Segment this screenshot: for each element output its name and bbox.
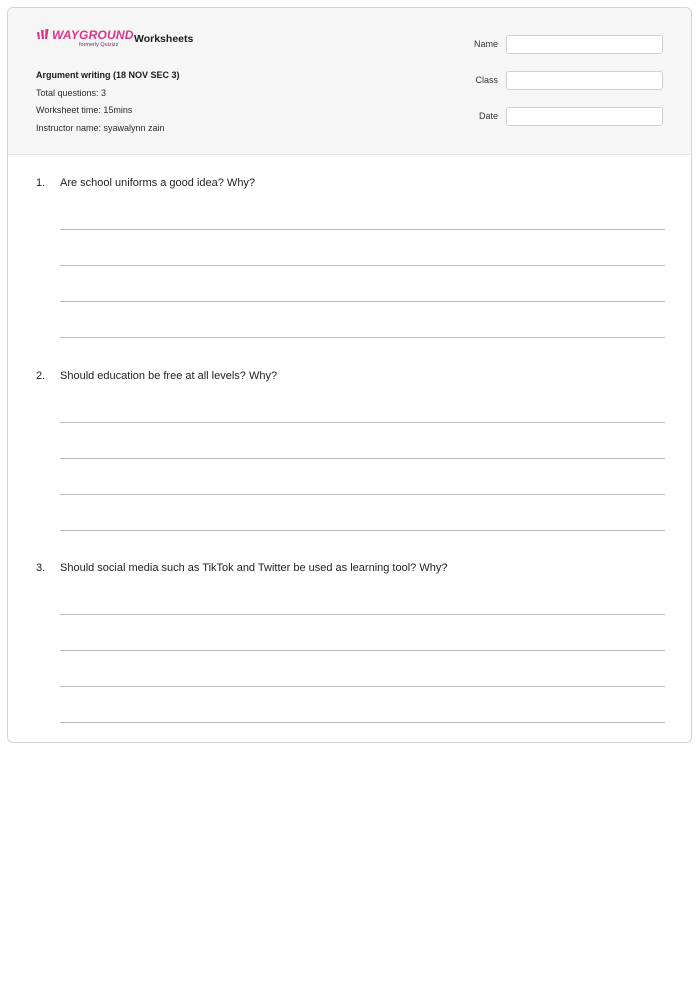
question-prompt <box>36 176 665 190</box>
answer-line <box>60 614 665 615</box>
answer-line <box>60 458 665 459</box>
worksheet-card <box>7 7 692 743</box>
name-field[interactable] <box>506 35 663 54</box>
answer-line <box>60 301 665 302</box>
question-text: Are school uniforms a good idea? Why? <box>60 177 256 189</box>
answer-line <box>60 686 665 687</box>
question-3 <box>36 561 665 575</box>
answer-line <box>60 422 665 423</box>
logo-wordmark: WAYGROUND <box>52 28 134 42</box>
date-label: Date <box>478 111 498 121</box>
question-text: Should education be free at all levels? Why? <box>60 370 278 382</box>
date-field-row <box>448 106 663 126</box>
question-2 <box>36 369 665 383</box>
question-number: 2. <box>36 370 46 382</box>
worksheet-title: Argument writing (18 NOV SEC 3) <box>36 70 180 80</box>
class-field[interactable] <box>506 71 663 90</box>
wayground-logo <box>36 28 134 50</box>
worksheet-header <box>8 8 691 155</box>
answer-line <box>60 337 665 338</box>
class-label: Class <box>475 75 498 85</box>
answer-line <box>60 265 665 266</box>
logo-subtext: formerly Quizizz <box>79 42 119 48</box>
question-prompt <box>36 561 665 575</box>
answer-line <box>60 494 665 495</box>
logo-mark-icon <box>36 29 51 40</box>
question-number: 1. <box>36 177 46 189</box>
answer-line <box>60 530 665 531</box>
brand <box>36 28 193 50</box>
answer-line <box>60 722 665 723</box>
question-1 <box>36 176 665 190</box>
instructor-name: Instructor name: syawalynn zain <box>36 122 165 133</box>
worksheet-meta <box>36 67 180 137</box>
name-label: Name <box>473 39 498 49</box>
question-prompt <box>36 369 665 383</box>
answer-line <box>60 650 665 651</box>
brand-title: Worksheets <box>134 33 194 45</box>
date-field[interactable] <box>506 107 663 126</box>
question-text: Should social media such as TikTok and Twitter be used as learning tool? Why? <box>60 562 448 574</box>
answer-line <box>60 229 665 230</box>
worksheet-time: Worksheet time: 15mins <box>36 105 133 115</box>
question-number: 3. <box>36 562 46 574</box>
class-field-row <box>448 70 663 90</box>
name-field-row <box>448 34 663 54</box>
total-questions: Total questions: 3 <box>36 87 107 98</box>
